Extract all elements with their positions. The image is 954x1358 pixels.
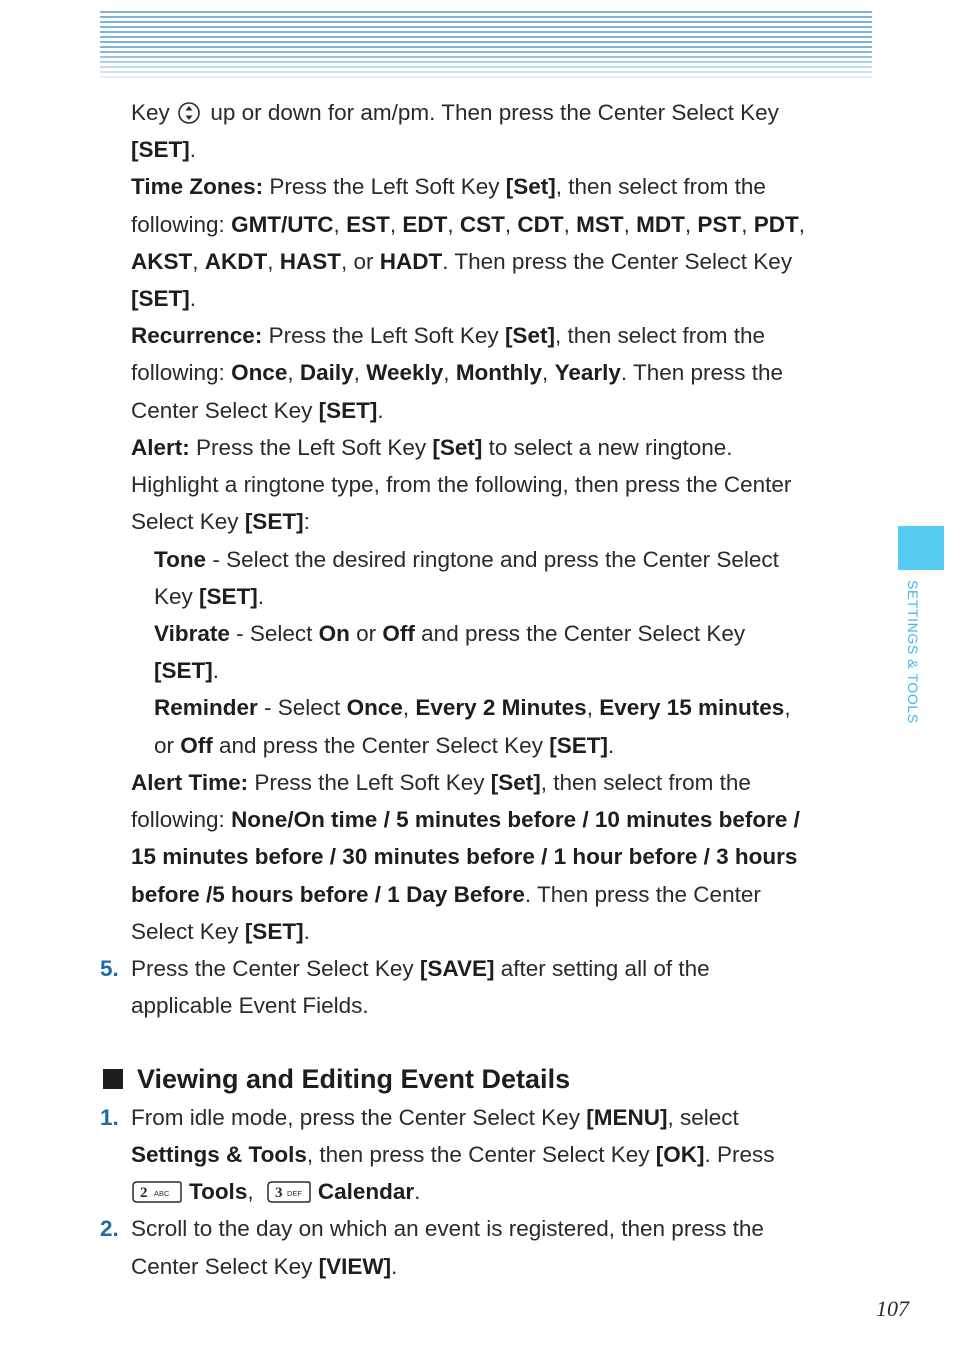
text-line — [131, 284, 196, 314]
text-run: . — [189, 286, 197, 311]
bold-term: [SET] — [154, 658, 213, 683]
text-run: up or down for am/pm. Then press the Center Select Key — [210, 100, 779, 125]
bold-term: CDT — [517, 212, 564, 237]
bold-term: Recurrence: — [131, 323, 263, 348]
bold-term: EST — [346, 212, 390, 237]
bold-term: [SET] — [244, 919, 304, 944]
text-run: , — [684, 212, 698, 237]
text-run: . — [377, 398, 384, 423]
text-line — [131, 210, 805, 240]
text-run: Press the Left Soft Key — [189, 435, 433, 460]
text-line — [131, 433, 733, 463]
bold-term: [Set] — [490, 770, 541, 795]
text-line — [131, 991, 369, 1021]
text-run: - Select — [257, 695, 347, 720]
text-line — [131, 842, 797, 872]
bold-term: Tone — [154, 547, 207, 572]
text-line — [131, 1177, 420, 1207]
bold-term: On — [318, 621, 350, 646]
text-run: , — [586, 695, 600, 720]
text-run: Key — [131, 100, 170, 125]
text-run: Press the Left Soft Key — [263, 174, 506, 199]
text-line — [131, 470, 791, 500]
bold-term: [SET] — [549, 733, 608, 758]
bold-term: Weekly — [366, 360, 444, 385]
bold-term: Once — [346, 695, 403, 720]
bold-term: [Set] — [504, 323, 555, 348]
text-run: following: — [131, 360, 232, 385]
bold-term: Reminder — [154, 695, 258, 720]
bold-term: before /5 hours before / 1 Day Before — [131, 882, 525, 907]
text-run: to select a new ringtone. — [482, 435, 733, 460]
page-number: 107 — [876, 1296, 909, 1321]
bold-term: [SET] — [244, 509, 304, 534]
text-line — [131, 507, 310, 537]
text-run: applicable Event Fields. — [131, 993, 369, 1018]
text-run: , — [443, 360, 456, 385]
text-run: , then select from the — [555, 174, 766, 199]
text-run: , — [563, 212, 577, 237]
text-line — [154, 582, 264, 612]
text-run: Scroll to the day on which an event is registered, then press the — [131, 1216, 764, 1241]
text-run: , select — [667, 1105, 739, 1130]
key-letters: DEF — [286, 1189, 302, 1198]
bold-term: Off — [382, 621, 415, 646]
bold-term: [SAVE] — [419, 956, 495, 981]
section-title: Viewing and Editing Event Details — [137, 1063, 571, 1094]
text-run: , — [247, 1179, 254, 1204]
heading-bullet-square — [103, 1069, 123, 1089]
step-number-2: 2. — [100, 1216, 119, 1241]
bold-term: [SET] — [131, 286, 190, 311]
text-line — [131, 1140, 775, 1170]
bold-term: PST — [697, 212, 742, 237]
text-run: or — [154, 733, 181, 758]
step-number-5: 5. — [100, 956, 119, 981]
bold-term: Alert Time: — [131, 770, 249, 795]
text-line — [154, 656, 219, 686]
text-run: , — [287, 360, 300, 385]
key-digit: 3 — [274, 1185, 283, 1201]
text-run: Press the Left Soft Key — [262, 323, 505, 348]
field-label-time-zones: Time Zones: — [131, 174, 264, 199]
text-run: , — [447, 212, 460, 237]
text-run: Highlight a ringtone type, from the following, then press the Center — [131, 472, 792, 497]
text-run: , then select from the — [554, 323, 766, 348]
text-run: , — [389, 212, 403, 237]
step-number-1: 1. — [100, 1105, 119, 1130]
text-run: Select Key — [131, 919, 245, 944]
text-line — [154, 619, 745, 649]
text-line — [131, 396, 384, 426]
text-run: - Select — [229, 621, 319, 646]
section-side-label — [907, 580, 921, 760]
text-line — [131, 1252, 397, 1282]
text-run: , — [741, 212, 754, 237]
navigation-up-down-icon — [178, 102, 200, 124]
bold-term: EDT — [402, 212, 448, 237]
text-run: . — [212, 658, 220, 683]
text-run: after setting all of the — [494, 956, 710, 981]
bold-term: None/On time / 5 minutes before / 10 minutes before / — [231, 807, 800, 832]
text-run: following: — [131, 212, 232, 237]
text-run: , — [504, 212, 518, 237]
menu-item-tools: Tools — [189, 1179, 248, 1204]
text-run: , — [267, 249, 280, 274]
text-run: [Set] — [505, 174, 556, 199]
section-heading — [103, 1062, 570, 1096]
text-run: , — [623, 212, 637, 237]
text-line — [131, 880, 761, 910]
text-run: - Select the desired ringtone and press the Center Select — [206, 547, 779, 572]
bold-term: [OK] — [655, 1142, 705, 1167]
bold-term: HADT — [379, 249, 443, 274]
bold-term: Alert: — [131, 435, 190, 460]
side-label-text: SETTINGS & TOOLS — [905, 580, 921, 724]
text-line — [131, 1103, 739, 1133]
menu-item-calendar: Calendar — [317, 1179, 415, 1204]
bold-term: 15 minutes before / 30 minutes before / 1 hour before / 3 hours — [131, 844, 798, 869]
text-run: , — [784, 695, 791, 720]
text-line — [131, 247, 792, 277]
text-run: , — [798, 212, 805, 237]
text-run: : — [303, 509, 310, 534]
bold-term: [SET] — [199, 584, 258, 609]
text-run: , — [192, 249, 205, 274]
text-line — [154, 731, 614, 761]
text-run: , — [542, 360, 555, 385]
bold-term: Vibrate — [154, 621, 230, 646]
bold-term: Every 2 Minutes — [415, 695, 587, 720]
text-line — [154, 693, 791, 723]
text-run: . Press — [704, 1142, 775, 1167]
text-line — [131, 917, 310, 947]
text-run: , — [333, 212, 347, 237]
text-run: Press the Center Select Key — [131, 956, 420, 981]
text-line — [131, 954, 710, 984]
bold-term: AKDT — [204, 249, 268, 274]
key-3-def-icon — [266, 1180, 312, 1204]
bold-term: Yearly — [554, 360, 621, 385]
key-2-abc-icon — [131, 1180, 183, 1204]
text-run: , — [353, 360, 367, 385]
bold-term: Every 15 minutes — [599, 695, 785, 720]
text-run: or — [349, 621, 383, 646]
bold-term: GMT/UTC — [231, 212, 334, 237]
bold-term: MDT — [636, 212, 685, 237]
key-digit: 2 — [140, 1185, 148, 1201]
text-run: and press the Center Select Key — [414, 621, 746, 646]
text-line — [131, 135, 196, 165]
text-run: . — [257, 584, 265, 609]
text-run: and press the Center Select Key — [212, 733, 550, 758]
text-run: From idle mode, press the Center Select Key — [131, 1105, 587, 1130]
text-run: Press the Left Soft Key — [248, 770, 491, 795]
text-run: , or — [341, 249, 380, 274]
bold-term: CST — [459, 212, 505, 237]
text-run: . — [607, 733, 615, 758]
text-run: . — [391, 1254, 398, 1279]
text-line — [131, 321, 765, 351]
bold-term: MST — [576, 212, 624, 237]
bold-term: Once — [231, 360, 288, 385]
bold-term: [MENU] — [586, 1105, 668, 1130]
bold-term: Off — [180, 733, 213, 758]
text-run: . Then press the — [620, 360, 784, 385]
bold-term: [VIEW] — [318, 1254, 392, 1279]
text-run: Select Key — [131, 509, 245, 534]
text-run: . — [303, 919, 310, 944]
header-band — [100, 11, 872, 79]
text-line — [131, 172, 766, 202]
key-letters: ABC — [154, 1189, 170, 1198]
text-run: , — [402, 695, 416, 720]
text-run: . — [189, 137, 197, 162]
bold-term: Daily — [299, 360, 354, 385]
text-run: . — [414, 1179, 421, 1204]
text-run: , then press the Center Select Key — [306, 1142, 656, 1167]
text-line — [131, 768, 751, 798]
text-run: Center Select Key — [131, 398, 319, 423]
text-line — [131, 358, 783, 388]
bold-term: [Set] — [432, 435, 483, 460]
section-tab-marker — [898, 526, 944, 570]
text-run: following: — [131, 807, 232, 832]
text-run: Key — [154, 584, 200, 609]
text-line — [154, 545, 779, 575]
bold-term: Monthly — [455, 360, 543, 385]
bold-term: Settings & Tools — [131, 1142, 307, 1167]
text-run: , then select from the — [540, 770, 751, 795]
text-run: . Then press the Center — [524, 882, 761, 907]
bold-term: HAST — [279, 249, 342, 274]
text-run: Center Select Key — [131, 1254, 319, 1279]
text-line — [131, 805, 800, 835]
bold-term: [SET] — [318, 398, 378, 423]
text-run: . Then press the Center Select Key — [442, 249, 793, 274]
text-line — [131, 98, 779, 128]
bold-term: AKST — [131, 249, 193, 274]
text-line — [131, 1214, 764, 1244]
bold-term: PDT — [753, 212, 799, 237]
text-run: [SET] — [131, 137, 190, 162]
